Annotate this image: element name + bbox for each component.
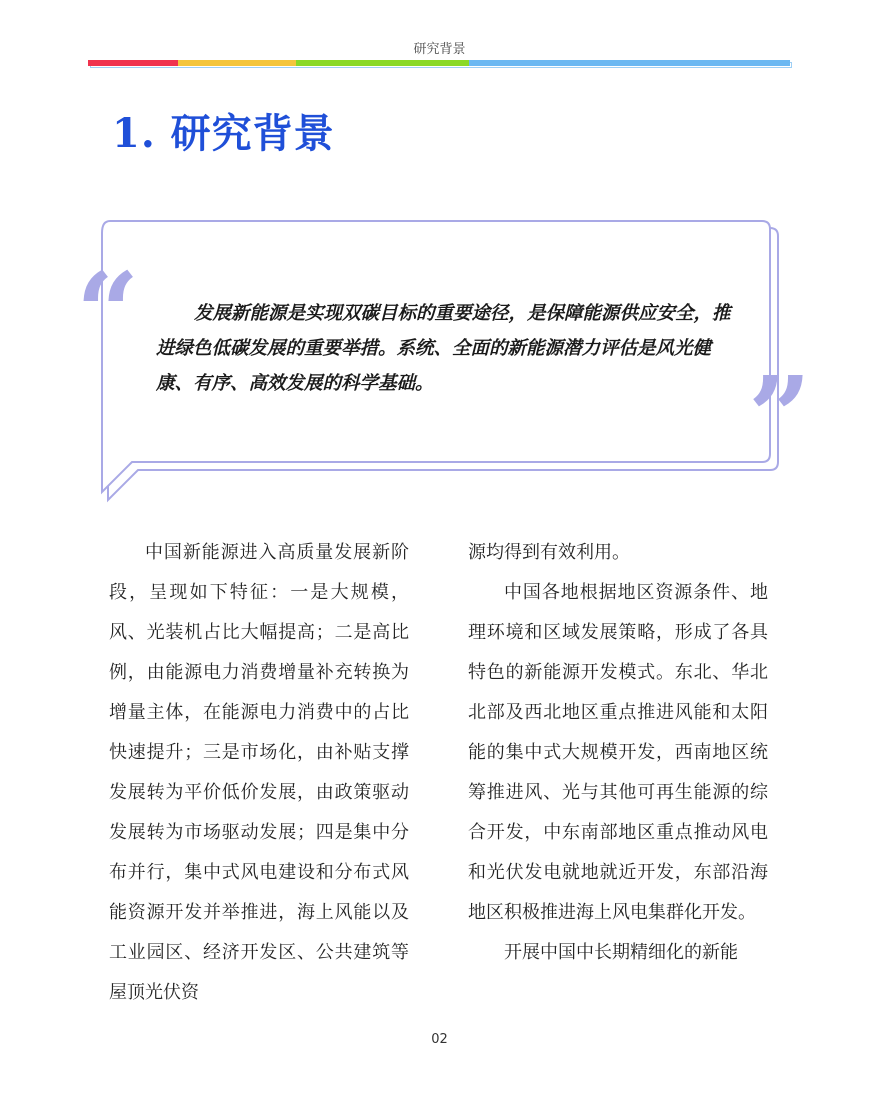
open-quote-icon: “ (76, 248, 140, 377)
body-column-left (109, 533, 409, 1013)
running-header: 研究背景 (413, 42, 466, 57)
paragraph: 开展中国中长期精细化的新能 (504, 942, 738, 963)
paragraph: 源均得到有效利用。 (468, 542, 630, 563)
paragraph: 中国各地根据地区资源条件、地理环境和区域发展策略，形成了各具特色的新能源开发模式。东北、华北北部及西北地区重点推进风能和太阳能的集中式大规模开发，西南地区统筹推进风、光与其他可再生能源的综合开发，中东南部地区重点推动风电和光伏发电就地就近开发，东部沿海地区积极推进海上风电集群化开发。 (468, 582, 768, 923)
close-quote-icon: ” (748, 352, 812, 481)
paragraph: 中国新能源进入高质量发展新阶段，呈现如下特征：一是大规模，风、光装机占比大幅提高；二是高比例，由能源电力消费增量补充转换为增量主体，在能源电力消费中的占比快速提升；三是市场化，由补贴支撑发展转为平价低价发展，由政策驱动发展转为市场驱动发展；四是集中分布并行，集中式风电建设和分布式风能资源开发并举推进，海上风能以及工业园区、经济开发区、公共建筑等屋顶光伏资 (109, 542, 409, 1003)
section-heading: 1. 研究背景 (112, 110, 335, 157)
quote-text: 发展新能源是实现双碳目标的重要途径，是保障能源供应安全，推进绿色低碳发展的重要举措。系统、全面的新能源潜力评估是风光健康、有序、高效发展的科学基础。 (156, 303, 731, 394)
body-column-right (468, 533, 768, 973)
page-number: 02 (431, 1032, 448, 1047)
